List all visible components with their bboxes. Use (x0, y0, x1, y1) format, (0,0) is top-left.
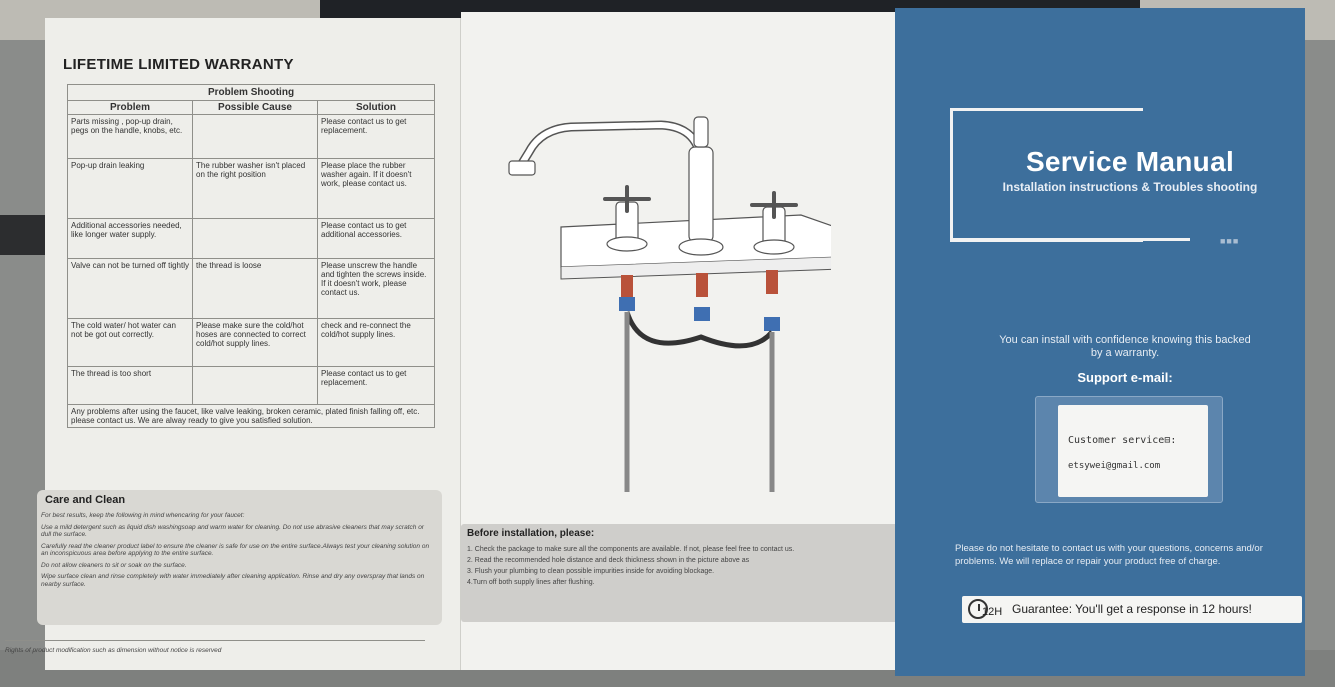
title-frame-bottom (950, 238, 1190, 241)
right-shank (766, 270, 778, 294)
care-item: Wipe surface clean and rinse completely with water immediately after cleaning application. Rinse and dry any overspray that lands on nearby surface. (41, 573, 425, 588)
service-brochure (5, 8, 1305, 673)
table-cell: Valve can not be turned off tightly (68, 259, 193, 319)
manual-subtitle: Installation instructions & Troubles shooting (1002, 180, 1258, 194)
header-problem: Problem (68, 101, 193, 115)
guarantee-banner (962, 596, 1302, 623)
warranty-title: LIFETIME LIMITED WARRANTY (63, 56, 294, 73)
care-item: Do not allow cleaners to sit or soak on the surface. (41, 561, 187, 569)
table-title: Problem Shooting (68, 85, 435, 101)
before-installation-box (461, 524, 899, 622)
left-valve (619, 297, 635, 311)
installation-panel (461, 12, 909, 670)
table-row (68, 319, 435, 367)
table-cell: The cold water/ hot water can not be got out correctly. (68, 319, 193, 367)
table-row (68, 367, 435, 405)
table-row (68, 159, 435, 219)
table-cell: Please contact us to get additional accessories. (318, 219, 435, 259)
confidence-text: You can install with confidence knowing this backed by a warranty. (999, 334, 1251, 359)
left-shank (621, 275, 633, 297)
table-row (68, 259, 435, 319)
guarantee-hours: 12H (982, 606, 1003, 618)
left-cross-handle (605, 187, 649, 211)
table-cell: check and re-connect the cold/hot supply lines. (318, 319, 435, 367)
table-row (68, 115, 435, 159)
header-solution: Solution (318, 101, 435, 115)
decorative-dots: ■■■ (1220, 236, 1240, 246)
support-email-label: Support e-mail: (1077, 370, 1173, 385)
right-handle-base (754, 240, 794, 254)
email-card (1058, 405, 1208, 497)
before-title: Before installation, please: (467, 528, 595, 539)
cover-panel (895, 8, 1305, 676)
care-and-clean-box (37, 490, 442, 625)
center-shank (696, 273, 708, 297)
customer-service-label: Customer service⊟: (1068, 435, 1177, 446)
table-row (68, 219, 435, 259)
problem-shooting-table (67, 84, 435, 428)
table-cell (193, 367, 318, 405)
table-cell: Please place the rubber washer again. If it doesn't work, please contact us. (318, 159, 435, 219)
email-box (1035, 396, 1223, 503)
table-cell: The thread is too short (68, 367, 193, 405)
warranty-panel (5, 18, 461, 670)
header-cause: Possible Cause (193, 101, 318, 115)
care-item: Carefully read the cleaner product label to ensure the cleaner is safe for use on the entire surface.Always test your cleaning solution on an inconspicuous area before applying to the entire surface. (41, 542, 430, 557)
spout-fill (521, 125, 701, 217)
aerator (509, 161, 535, 175)
left-handle-base (607, 237, 647, 251)
right-cross-handle (752, 193, 796, 217)
table-cell: Parts missing , pop-up drain, pegs on the handle, knobs, etc. (68, 115, 193, 159)
before-step: 2. Read the recommended hole distance and deck thickness shown in the picture above as (467, 557, 750, 564)
center-valve (694, 307, 710, 321)
before-step: 4.Turn off both supply lines after flushing. (467, 579, 595, 586)
table-cell: Please contact us to get replacement. (318, 367, 435, 405)
before-step: 1. Check the package to make sure all the components are available. If not, please feel free to contact us. (467, 546, 795, 553)
table-cell: Please contact us to get replacement. (318, 115, 435, 159)
care-item: Use a mild detergent such as liquid dish washingsoap and warm water for cleaning. Do not use abrasive cleaners that may scratch or dull the surface. (41, 523, 424, 538)
table-cell: the thread is loose (193, 259, 318, 319)
faucet-illustration (501, 107, 831, 492)
table-cell: Pop-up drain leaking (68, 159, 193, 219)
table-cell: Please make sure the cold/hot hoses are connected to correct cold/hot supply lines. (193, 319, 318, 367)
contact-note: Please do not hesitate to contact us with your questions, concerns and/or problems. We will replace or repair your product free of charge. (955, 543, 1263, 567)
center-finial (694, 117, 708, 147)
care-list (41, 512, 431, 592)
table-footer: Any problems after using the faucet, like valve leaking, broken ceramic, plated finish falling off, etc. please contact us. We are alway ready to give you satisfied solution. (68, 405, 435, 428)
support-email[interactable]: etsywei@gmail.com (1068, 461, 1161, 471)
center-base (679, 239, 723, 255)
care-item: For best results, keep the following in mind whencaring for your faucet: (41, 512, 245, 519)
spout (521, 125, 701, 217)
table-cell (193, 219, 318, 259)
manual-title: Service Manual (1025, 146, 1235, 177)
table-cell: Please unscrew the handle and tighten the screws inside. If it doesn't work, please contact us. (318, 259, 435, 319)
before-step: 3. Flush your plumbing to clean possible impurities inside for avoiding blockage. (467, 568, 715, 575)
rights-notice: Rights of product modification such as dimension without notice is reserved (5, 640, 425, 654)
care-title: Care and Clean (45, 494, 126, 506)
table-cell: The rubber washer isn't placed on the right position (193, 159, 318, 219)
table-cell: Additional accessories needed, like longer water supply. (68, 219, 193, 259)
right-valve (764, 317, 780, 331)
before-steps (467, 544, 887, 588)
table-cell (193, 115, 318, 159)
table-footer-row (68, 405, 435, 428)
guarantee-text: Guarantee: You'll get a response in 12 hours! (1012, 602, 1252, 616)
center-body (689, 147, 713, 242)
